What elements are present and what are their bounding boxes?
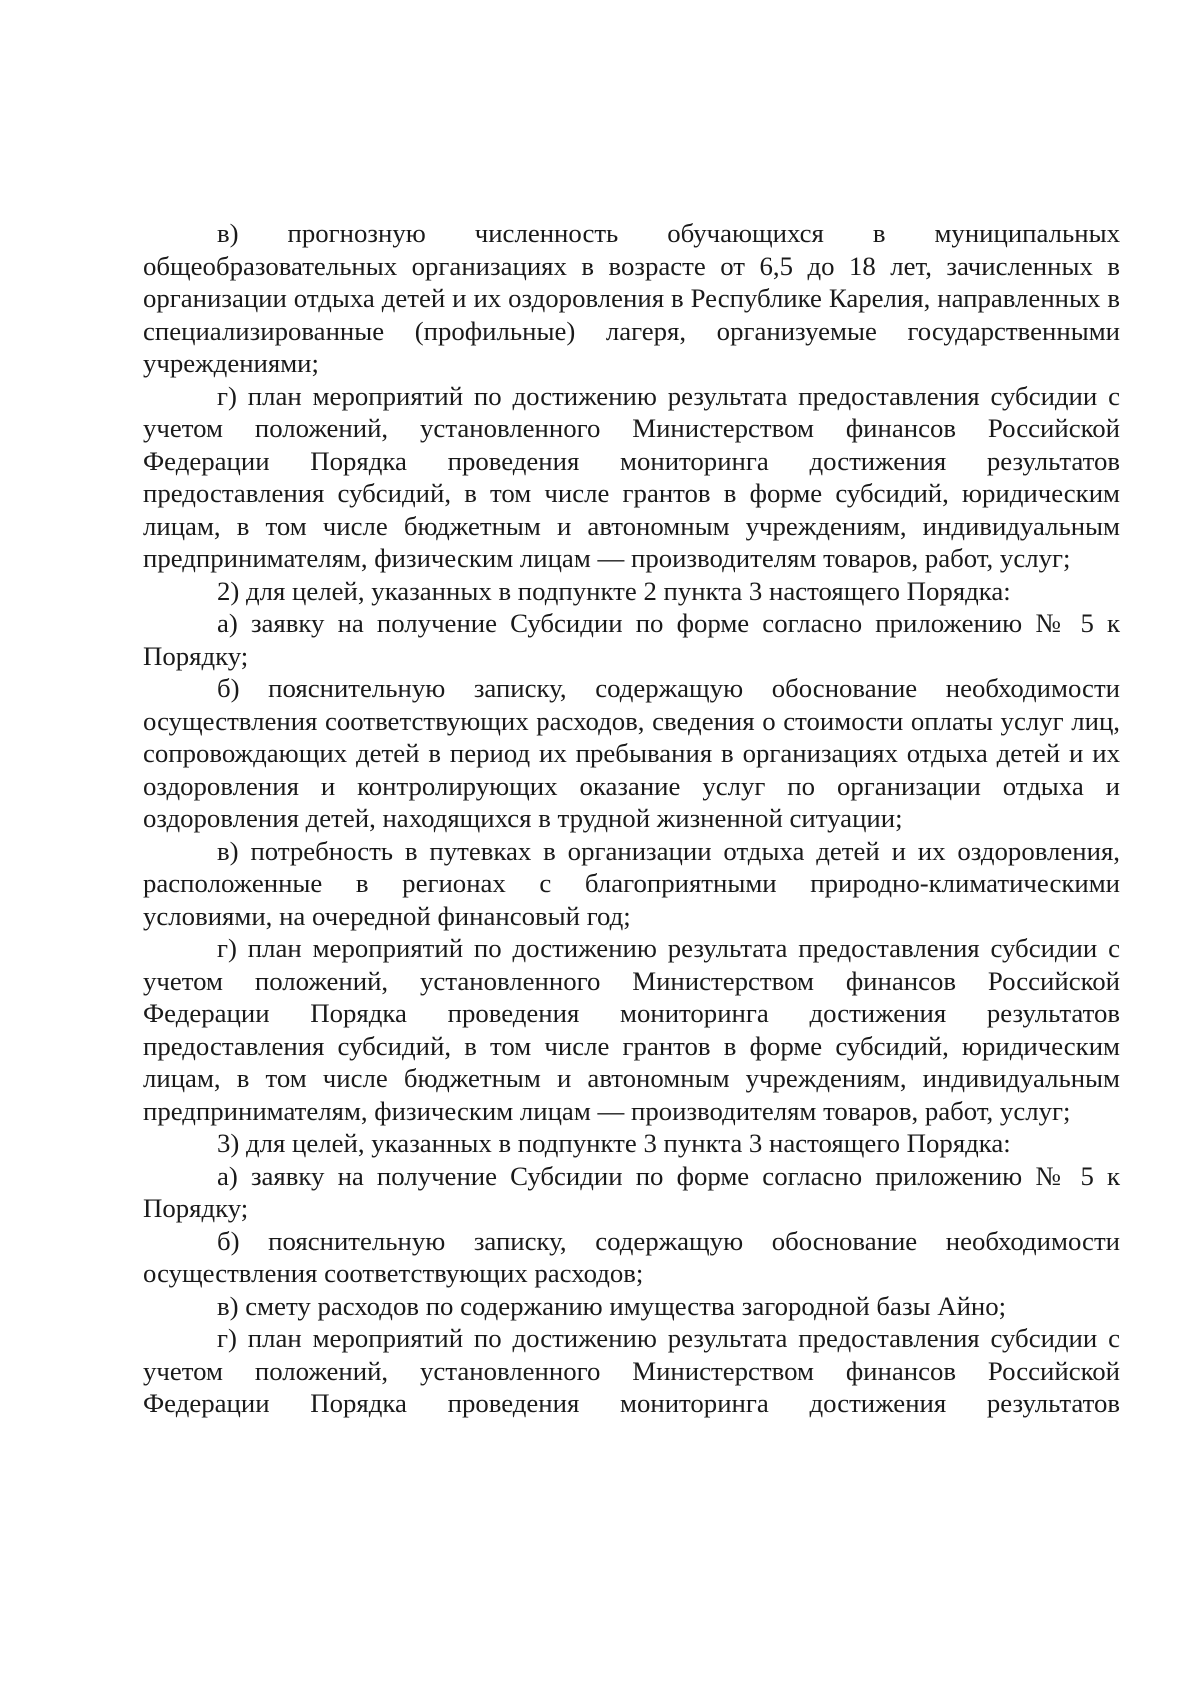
paragraph-1: в) прогнозную численность обучающихся в муниципальных общеобразовательных организациях в возрасте от 6,5 до 18 лет, зачисленных в организации отдыха детей и их оздоровления в Республике Карелия, направленных в специализированные (профильные) лагеря, организуемые государственными учреждениями; bbox=[143, 218, 1120, 378]
paragraph-6: в) потребность в путевках в организации отдыха детей и их оздоровления, расположенные в регионах с благоприятными природно-климатическими условиями, на очередной финансовый год; bbox=[143, 835, 1120, 931]
paragraph-5: б) пояснительную записку, содержащую обоснование необходимости осуществления соответствующих расходов, сведения о стоимости оплаты услуг лиц, сопровождающих детей в период их пребывания в организациях отдыха детей и их оздоровления и контролирующих оказание услуг по организации отдыха и оздоровления детей, находящихся в трудной жизненной ситуации; bbox=[143, 673, 1120, 833]
paragraph-8: 3) для целей, указанных в подпункте 3 пункта 3 настоящего Порядка: bbox=[217, 1128, 1011, 1158]
document-body bbox=[143, 217, 1120, 1420]
paragraph-9: а) заявку на получение Субсидии по форме согласно приложению № 5 к Порядку; bbox=[143, 1160, 1120, 1223]
paragraph-12: г) план мероприятий по достижению результата предоставления субсидии с учетом положений, установленного Министерством финансов Российской Федерации Порядка проведения мониторинга достижения результатов bbox=[143, 1323, 1120, 1418]
paragraph-3: 2) для целей, указанных в подпункте 2 пункта 3 настоящего Порядка: bbox=[217, 575, 1011, 606]
paragraph-10: б) пояснительную записку, содержащую обоснование необходимости осуществления соответствующих расходов; bbox=[143, 1225, 1120, 1288]
paragraph-4: а) заявку на получение Субсидии по форме согласно приложению № 5 к Порядку; bbox=[143, 608, 1120, 671]
paragraph-11: в) смету расходов по содержанию имущества загородной базы Айно; bbox=[217, 1290, 1007, 1321]
paragraph-2: г) план мероприятий по достижению результата предоставления субсидии с учетом положений, установленного Министерством финансов Российской Федерации Порядка проведения мониторинга достижения результатов предоставления субсидий, в том числе грантов в форме субсидий, юридическим лицам, в том числе бюджетным и автономным учреждениям, индивидуальным предпринимателям, физическим лицам — производителям товаров, работ, услуг; bbox=[143, 380, 1120, 573]
paragraph-7: г) план мероприятий по достижению результата предоставления субсидии с учетом положений, установленного Министерством финансов Российской Федерации Порядка проведения мониторинга достижения результатов предоставления субсидий, в том числе грантов в форме субсидий, юридическим лицам, в том числе бюджетным и автономным учреждениям, индивидуальным предпринимателям, физическим лицам — производителям товаров, работ, услуг; bbox=[143, 933, 1120, 1126]
